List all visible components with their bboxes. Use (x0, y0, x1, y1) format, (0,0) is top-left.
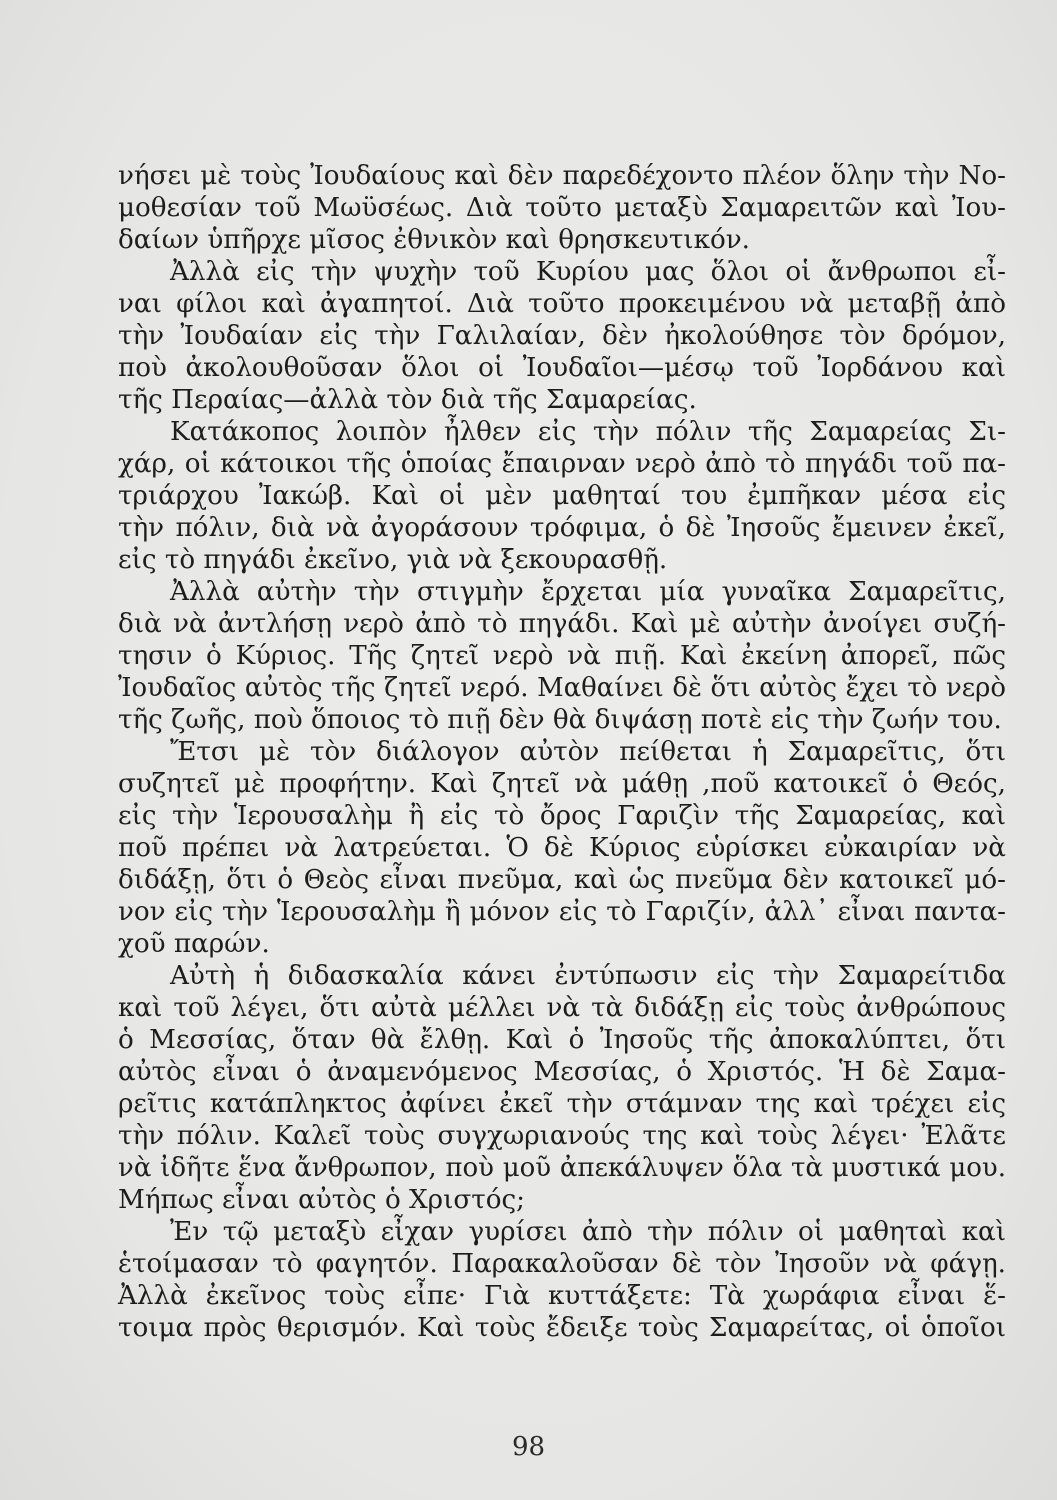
text-line: μοθεσίαν τοῦ Μωϋσέως. Διὰ τοῦτο μεταξὺ Σαμαρειτῶν καὶ Ἰου- (118, 193, 1006, 223)
text-line: διὰ νὰ ἀντλήσῃ νερὸ ἀπὸ τὸ πηγάδι. Καὶ μὲ αὐτὴν ἀνοίγει συζή- (118, 609, 1006, 639)
text-line: δαίων ὑπῆρχε μῖσος ἐθνικὸν καὶ θρησκευτικόν. (118, 225, 750, 255)
text-line: τῆς Περαίας—ἀλλὰ τὸν διὰ τῆς Σαμαρείας. (118, 385, 697, 415)
text-line: διδάξῃ, ὅτι ὁ Θεὸς εἶναι πνεῦμα, καὶ ὡς πνεῦμα δὲν κατοικεῖ μό- (118, 865, 1006, 895)
text-line: τὴν Ἰουδαίαν εἰς τὴν Γαλιλαίαν, δὲν ἠκολούθησε τὸν δρόμον, (118, 321, 1006, 351)
text-line: εἰς τὸ πηγάδι ἐκεῖνο, γιὰ νὰ ξεκουρασθῇ. (118, 545, 668, 575)
text-line: νον εἰς τὴν Ἱερουσαλὴμ ἢ μόνον εἰς τὸ Γαριζίν, ἀλλ᾿ εἶναι παντα- (118, 897, 1006, 927)
page-number: 98 (511, 1432, 546, 1462)
text-line: νήσει μὲ τοὺς Ἰουδαίους καὶ δὲν παρεδέχοντο πλέον ὅλην τὴν Νο- (118, 161, 1006, 191)
text-line: ποὺ ἀκολουθοῦσαν ὅλοι οἱ Ἰουδαῖοι—μέσῳ τοῦ Ἰορδάνου καὶ (118, 353, 1006, 383)
text-line: συζητεῖ μὲ προφήτην. Καὶ ζητεῖ νὰ μάθῃ ,ποῦ κατοικεῖ ὁ Θεός, (118, 769, 1006, 799)
body-text (118, 160, 1006, 1344)
text-line: τῆς ζωῆς, ποὺ ὅποιος τὸ πιῇ δὲν θὰ διψάσῃ ποτὲ εἰς τὴν ζωήν του. (118, 705, 1002, 735)
text-line: χάρ, οἱ κάτοικοι τῆς ὁποίας ἔπαιρναν νερὸ ἀπὸ τὸ πηγάδι τοῦ πα- (118, 449, 1006, 479)
text-line: αὐτὸς εἶναι ὁ ἀναμενόμενος Μεσσίας, ὁ Χριστός. Ἡ δὲ Σαμα- (118, 1057, 1006, 1087)
text-line: τὴν πόλιν, διὰ νὰ ἀγοράσουν τρόφιμα, ὁ δὲ Ἰησοῦς ἔμεινεν ἐκεῖ, (118, 513, 1006, 543)
text-line: Ἀλλὰ αὐτὴν τὴν στιγμὴν ἔρχεται μία γυναῖκα Σαμαρεῖτις, (170, 577, 1006, 607)
text-line: χοῦ παρών. (118, 929, 270, 959)
text-line: Ἐν τῷ μεταξὺ εἶχαν γυρίσει ἀπὸ τὴν πόλιν οἱ μαθηταὶ καὶ (170, 1217, 1006, 1247)
text-line: τοιμα πρὸς θερισμόν. Καὶ τοὺς ἔδειξε τοὺς Σαμαρείτας, οἱ ὁποῖοι (118, 1313, 1006, 1343)
text-line: Ἔτσι μὲ τὸν διάλογον αὐτὸν πείθεται ἡ Σαμαρεῖτις, ὅτι (170, 737, 1006, 767)
text-line: τριάρχου Ἰακώβ. Καὶ οἱ μὲν μαθηταί του ἐμπῆκαν μέσα εἰς (118, 481, 1006, 511)
text-line: ποῦ πρέπει νὰ λατρεύεται. Ὁ δὲ Κύριος εὑρίσκει εὐκαιρίαν νὰ (118, 833, 1006, 863)
text-line: Μήπως εἶναι αὐτὸς ὁ Χριστός; (118, 1185, 525, 1215)
text-line: εἰς τὴν Ἱερουσαλὴμ ἢ εἰς τὸ ὄρος Γαριζὶν τῆς Σαμαρείας, καὶ (118, 801, 1006, 831)
text-line: καὶ τοῦ λέγει, ὅτι αὐτὰ μέλλει νὰ τὰ διδάξῃ εἰς τοὺς ἀνθρώπους (118, 993, 1006, 1023)
text-line: τὴν πόλιν. Καλεῖ τοὺς συγχωριανούς της καὶ τοὺς λέγει· Ἐλᾶτε (118, 1121, 1006, 1151)
text-line: Ἀλλὰ εἰς τὴν ψυχὴν τοῦ Κυρίου μας ὅλοι οἱ ἄνθρωποι εἶ- (170, 257, 1006, 287)
text-line: Ἰουδαῖος αὐτὸς τῆς ζητεῖ νερό. Μαθαίνει δὲ ὅτι αὐτὸς ἔχει τὸ νερὸ (118, 673, 1006, 703)
text-line: Κατάκοπος λοιπὸν ἦλθεν εἰς τὴν πόλιν τῆς Σαμαρείας Σι- (170, 417, 1006, 447)
text-line: ναι φίλοι καὶ ἀγαπητοί. Διὰ τοῦτο προκειμένου νὰ μεταβῇ ἀπὸ (118, 289, 1006, 319)
text-line: ὁ Μεσσίας, ὅταν θὰ ἔλθῃ. Καὶ ὁ Ἰησοῦς τῆς ἀποκαλύπτει, ὅτι (118, 1025, 1006, 1055)
text-line: ἑτοίμασαν τὸ φαγητόν. Παρακαλοῦσαν δὲ τὸν Ἰησοῦν νὰ φάγῃ. (118, 1249, 1006, 1279)
text-line: ρεῖτις κατάπληκτος ἀφίνει ἐκεῖ τὴν στάμναν της καὶ τρέχει εἰς (118, 1089, 1006, 1119)
text-line: τησιν ὁ Κύριος. Τῆς ζητεῖ νερὸ νὰ πιῇ. Καὶ ἐκείνη ἀπορεῖ, πῶς (118, 641, 1006, 671)
text-line: Αὐτὴ ἡ διδασκαλία κάνει ἐντύπωσιν εἰς τὴν Σαμαρείτιδα (170, 961, 1006, 991)
text-line: νὰ ἰδῆτε ἕνα ἄνθρωπον, ποὺ μοῦ ἀπεκάλυψεν ὅλα τὰ μυστικά μου. (118, 1153, 1006, 1183)
text-line: Ἀλλὰ ἐκεῖνος τοὺς εἶπε· Γιὰ κυττάξετε: Τὰ χωράφια εἶναι ἕ- (118, 1281, 1006, 1311)
